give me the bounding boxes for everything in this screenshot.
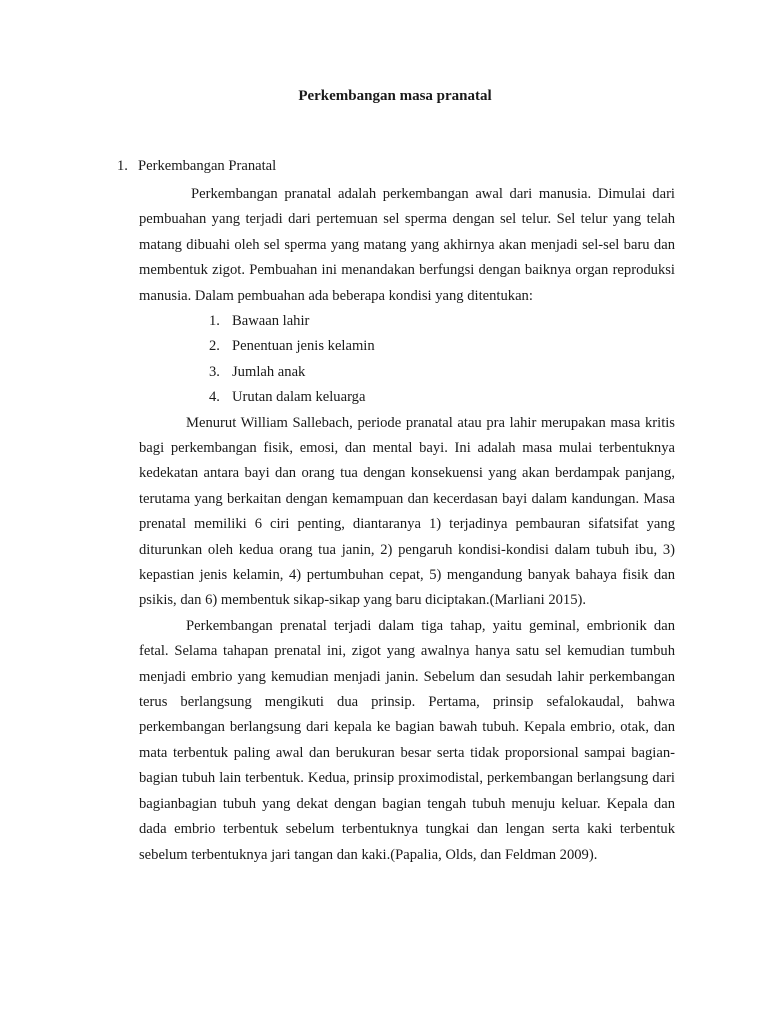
paragraph-3: Perkembangan prenatal terjadi dalam tiga tahap, yaitu geminal, embrionik dan fetal. Selama tahapan prenatal ini, zigot yang awalnya hanya satu sel kemudian tumbuh menjadi embrio yang kemudian menjadi janin. Sebelum dan sesudah lahir perkembangan terus berlangsung mengikuti dua prinsip. Pertama, prinsip sefalokaudal, bahwa perkembangan berlangsung dari kepala ke bagian bawah tubuh. Kepala embrio, otak, dan mata terbentuk paling awal dan berukuran besar serta tidak proporsional sampai bagian-bagian tubuh lain terbentuk. Kedua, prinsip proximodistal, perkembangan berlangsung dari bagianbagian tubuh yang dekat dengan bagian tengah tubuh menuju keluar. Kepala dan dada embrio terbentuk sebelum terbentuknya tungkai dan lengan serta kaki terbentuk sebelum terbentuknya jari tangan dan kaki.(Papalia, Olds, dan Feldman 2009).	[139, 617, 675, 863]
section-heading	[117, 156, 276, 176]
section-body	[139, 182, 675, 868]
section-number: 1.	[117, 158, 128, 174]
list-item-text: Urutan dalam keluarga	[232, 389, 366, 406]
list-item-number: 2.	[209, 338, 220, 355]
list-item-text: Bawaan lahir	[232, 313, 310, 330]
paragraph-1: Perkembangan pranatal adalah perkembangan awal dari manusia. Dimulai dari pembuahan yang terjadi dari pertemuan sel sperma dengan sel telur. Sel telur yang telah matang dibuahi oleh sel sperma yang matang yang akhirnya akan menjadi sel-sel baru dan membentuk zigot. Pembuahan ini menandakan berfungsi dengan baiknya organ reproduksi manusia. Dalam pembuahan ada beberapa kondisi yang ditentukan:	[139, 186, 675, 304]
paragraph-2: Menurut William Sallebach, periode pranatal atau pra lahir merupakan masa kritis bagi perkembangan fisik, emosi, dan mental bayi. Ini adalah masa mulai terbentuknya kedekatan antara bayi dan orang tua dengan konsekuensi yang akan berdampak panjang, terutama yang berkaitan dengan kemampuan dan kecerdasan bayi dalam kandungan. Masa prenatal memiliki 6 ciri penting, diantaranya 1) terjadinya pembauran sifatsifat yang diturunkan oleh kedua orang tua janin, 2) pengaruh kondisi-kondisi dalam tubuh ibu, 3) kepastian jenis kelamin, 4) pertumbuhan cepat, 5) mengandung banyak bahaya fisik dan psikis, dan 6) membentuk sikap-sikap yang baru diciptakan.(Marliani 2015).	[139, 414, 675, 609]
list-item	[209, 385, 675, 410]
document-title: Perkembangan masa pranatal	[298, 88, 492, 104]
list-item-number: 1.	[209, 313, 220, 330]
list-item-number: 4.	[209, 389, 220, 406]
list-item-number: 3.	[209, 363, 220, 380]
condition-list	[139, 309, 675, 411]
list-item-text: Jumlah anak	[232, 363, 306, 380]
list-item	[209, 309, 675, 334]
list-item-text: Penentuan jenis kelamin	[232, 338, 375, 355]
list-item	[209, 334, 675, 359]
section-heading-text: Perkembangan Pranatal	[138, 158, 277, 174]
list-item	[209, 360, 675, 385]
